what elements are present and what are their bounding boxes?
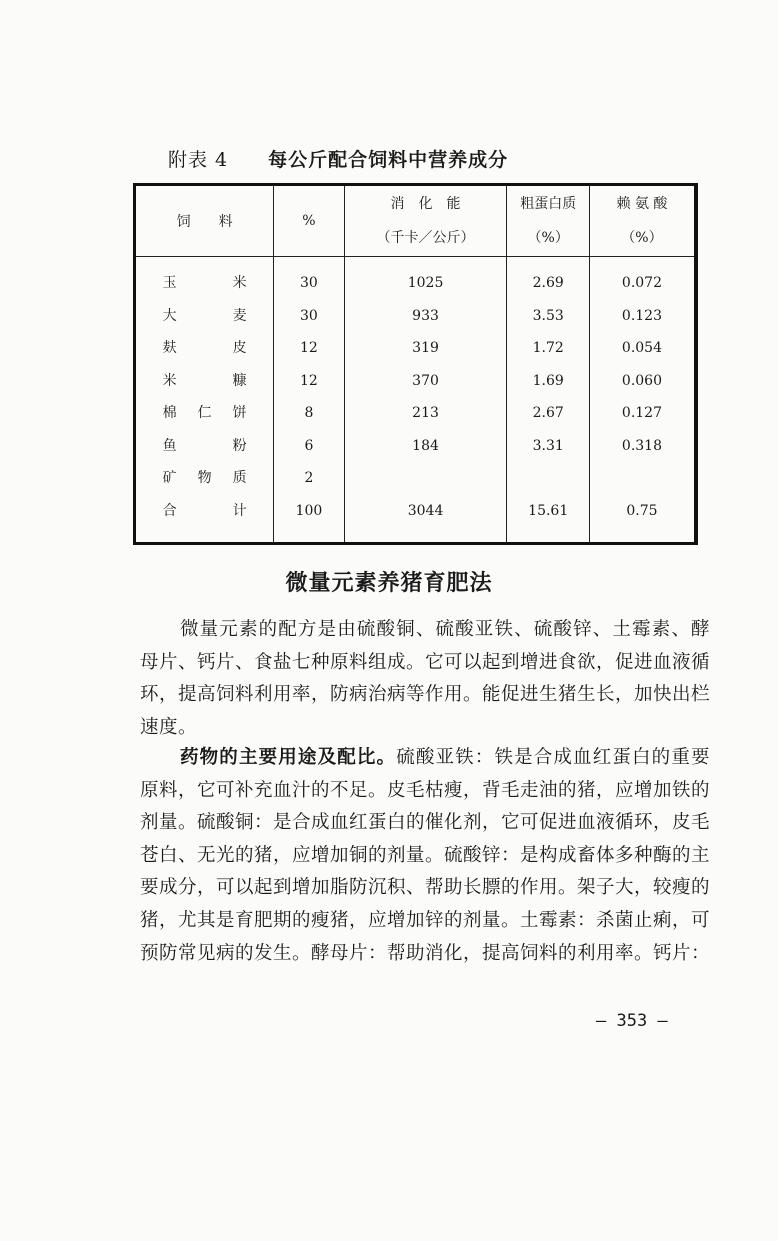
table-cell: 0.123: [621, 307, 662, 324]
table-title: 每公斤配合饲料中营养成分: [268, 149, 509, 171]
table-cell: 3044: [407, 502, 444, 519]
table-cell: [507, 462, 588, 495]
table-cell: 0.054: [621, 340, 662, 356]
table-caption: [168, 145, 508, 172]
table-cell: 2.69: [532, 275, 564, 291]
table-cell: 0.060: [621, 372, 662, 389]
header-feed: 饲 料: [136, 186, 274, 257]
table-cell: 1025: [407, 275, 444, 291]
energy-column: [344, 257, 507, 543]
table-cell: 鱼粉: [162, 437, 247, 454]
table-cell: 184: [412, 437, 439, 454]
page-number: — 353 —: [596, 1011, 668, 1031]
table-cell: 3.53: [532, 307, 564, 324]
table-cell: 1.69: [532, 372, 564, 389]
table-label: 附表 4: [168, 149, 229, 171]
percent-column: [274, 257, 344, 543]
header-lysine: 赖 氨 酸 （%）: [589, 186, 694, 257]
header-protein: 粗蛋白质 （%）: [507, 186, 589, 257]
table-cell: 12: [300, 372, 318, 389]
feed-column: [136, 257, 274, 543]
table-cell: 米糠: [162, 372, 247, 389]
table-header-row: [136, 186, 694, 257]
table-cell: 30: [300, 307, 318, 324]
table-cell: 15.61: [528, 502, 569, 519]
header-percent: %: [274, 186, 344, 257]
table-cell: 0.75: [626, 502, 658, 519]
paragraph: 微量元素的配方是由硫酸铜、硫酸亚铁、硫酸锌、土霉素、酵母片、钙片、食盐七种原料组成。它可以起到增进食欲，促进血液循环，提高饲料利用率，防病治病等作用。能促进生猪生长，加快出栏速度。: [140, 619, 711, 738]
table-cell: 12: [300, 340, 318, 356]
table-cell: 933: [412, 307, 439, 324]
table-cell: 319: [412, 340, 439, 356]
table-cell: [590, 462, 694, 495]
table-cell: 3.31: [532, 437, 564, 454]
table-cell: 2: [304, 470, 314, 486]
nutrition-table: [133, 183, 698, 545]
table-cell: 玉米: [162, 275, 247, 291]
table-body: [136, 257, 694, 543]
table-cell: 0.318: [621, 437, 662, 454]
table-cell: 370: [412, 372, 439, 389]
section-title: 微量元素养猪育肥法: [285, 571, 493, 596]
table-cell: 100: [295, 502, 323, 519]
table-cell: 6: [304, 437, 314, 454]
paragraph-lead: 药物的主要用途及配比。: [180, 747, 397, 768]
table-cell: 0.072: [621, 275, 662, 291]
table-cell: 麸皮: [162, 340, 247, 356]
table-cell: [345, 462, 507, 495]
table-cell: 2.67: [532, 405, 564, 421]
table-cell: 合计: [162, 502, 247, 519]
table-cell: 矿物质: [162, 470, 247, 486]
table-cell: 大麦: [162, 307, 247, 324]
table-cell: 1.72: [532, 340, 564, 356]
table-cell: 30: [300, 275, 318, 291]
table-cell: 0.127: [621, 405, 662, 421]
paragraph: [140, 742, 710, 970]
protein-column: [507, 257, 589, 543]
table-cell: 8: [304, 405, 314, 421]
table-cell: 213: [412, 405, 439, 421]
lysine-column: [589, 257, 694, 543]
paragraph-body: 硫酸亚铁：铁是合成血红蛋白的重要原料，它可补充血汁的不足。皮毛枯瘦，背毛走油的猪，应增加铁的剂量。硫酸铜：是合成血红蛋白的催化剂，它可促进血液循环，皮毛苍白、无光的猪，应增加铜的剂量。硫酸锌：是构成畜体多种酶的主要成分，可以起到增加脂防沉积、帮助长膘的作用。架子大，较瘦的猪，尤其是育肥期的瘦猪，应增加锌的剂量。土霉素：杀菌止痢，可预防常见病的发生。酵母片：帮助消化，提高饲料的利用率。钙片：: [140, 747, 711, 964]
table-cell: 棉仁饼: [162, 405, 247, 421]
header-energy: 消 化 能 （千卡／公斤）: [344, 186, 507, 257]
